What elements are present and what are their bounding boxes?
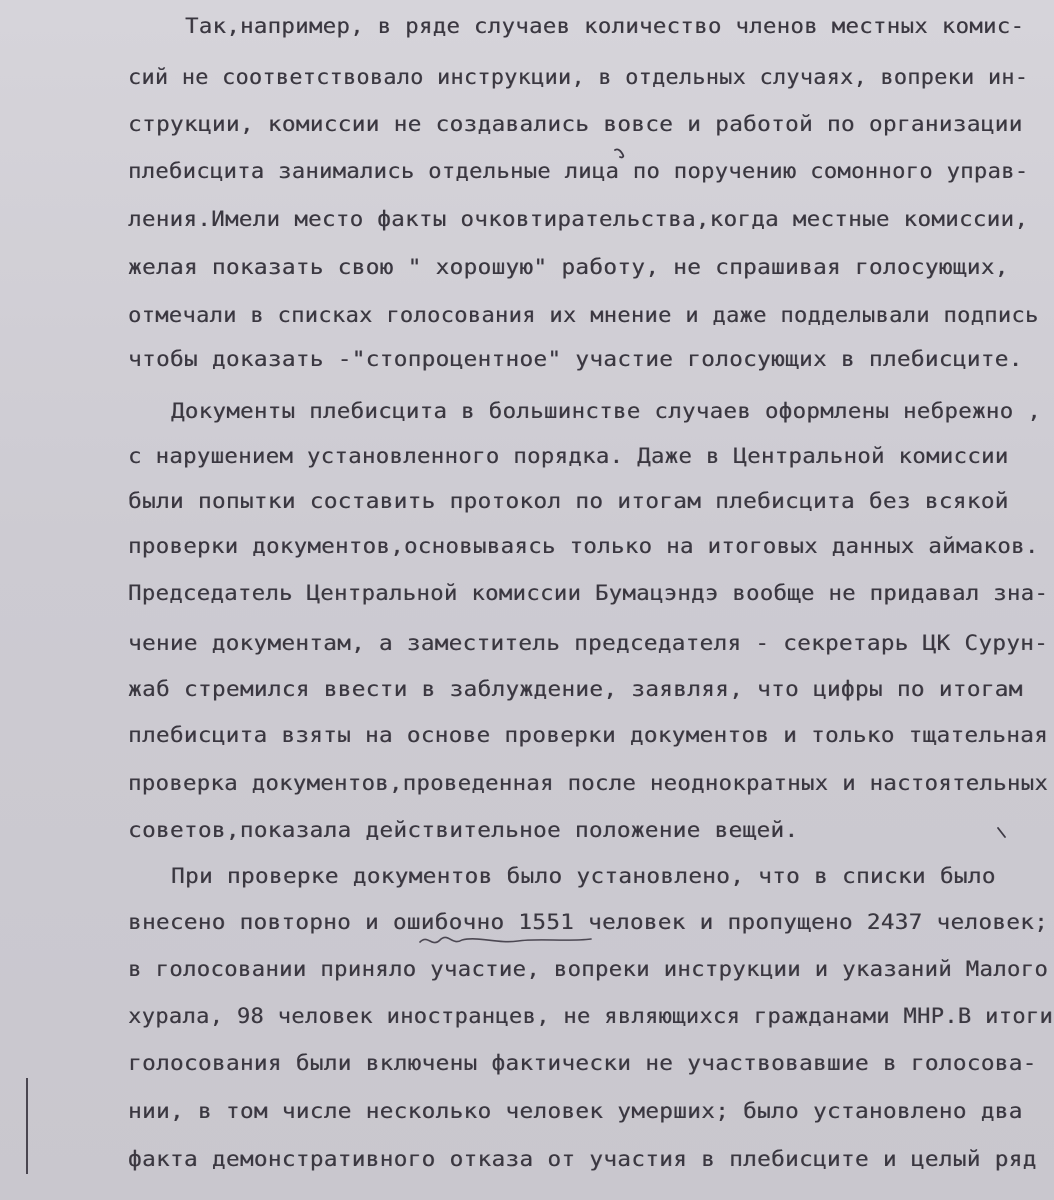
text-line: советов,показала действительное положение вещей. xyxy=(128,818,799,842)
text-line: были попытки составить протокол по итогам плебисцита без всякой xyxy=(128,489,1009,513)
text-line: желая показать свою " хорошую" работу, не спрашивая голосующих, xyxy=(128,255,1009,279)
margin-line-mark xyxy=(26,1078,28,1174)
text-line: жаб стремился ввести в заблуждение, заявляя, что цифры по итогам xyxy=(128,677,1023,701)
text-line: ления.Имели место факты очковтирательства,когда местные комиссии, xyxy=(128,207,1029,231)
text-line: отмечали в списках голосования их мнение и даже подделывали подпись xyxy=(128,303,1039,327)
handwritten-underline-mark xyxy=(418,928,593,950)
text-line: плебисцита взяты на основе проверки документов и только тщательная xyxy=(128,723,1049,747)
text-line: с нарушением установленного порядка. Даже в Центральной комиссии xyxy=(128,444,1009,468)
text-line: струкции, комиссии не создавались вовсе и работой по организации xyxy=(128,112,1023,136)
text-line: чтобы доказать -"стопроцентное" участие голосующих в плебисците. xyxy=(128,347,1023,371)
text-line: плебисцита занимались отдельные лица по поручению сомонного управ- xyxy=(128,159,1029,183)
text-line: голосования были включены фактически не участвовавшие в голосова- xyxy=(128,1051,1037,1075)
handwritten-mark xyxy=(614,147,626,159)
handwritten-tick-mark xyxy=(996,826,1008,840)
text-line: чение документам, а заместитель председателя - секретарь ЦК Сурун- xyxy=(128,631,1049,655)
text-line: Так,например, в ряде случаев количество членов местных комис- xyxy=(185,14,1025,38)
text-line: хурала, 98 человек иностранцев, не являющихся гражданами МНР.В итоги xyxy=(128,1004,1054,1028)
text-line: Председатель Центральной комиссии Бумацэндэ вообще не придавал зна- xyxy=(128,581,1049,605)
text-line: проверки документов,основываясь только на итоговых данных аймаков. xyxy=(128,534,1039,558)
text-line: Документы плебисцита в большинстве случаев оформлены небрежно , xyxy=(171,399,1042,423)
text-line: проверка документов,проведенная после неоднократных и настоятельных xyxy=(128,771,1049,795)
text-line: нии, в том числе несколько человек умерших; было установлено два xyxy=(128,1099,1023,1123)
text-line: в голосовании приняло участие, вопреки инструкции и указаний Малого xyxy=(128,957,1049,981)
text-line: сий не соответствовало инструкции, в отдельных случаях, вопреки ин- xyxy=(128,65,1029,89)
text-line: внесено повторно и ошибочно 1551 человек и пропущено 2437 человек; xyxy=(128,910,1049,934)
text-line: факта демонстративного отказа от участия в плебисците и целый ряд xyxy=(128,1147,1037,1171)
text-line: При проверке документов было установлено, что в списки было xyxy=(171,864,996,888)
